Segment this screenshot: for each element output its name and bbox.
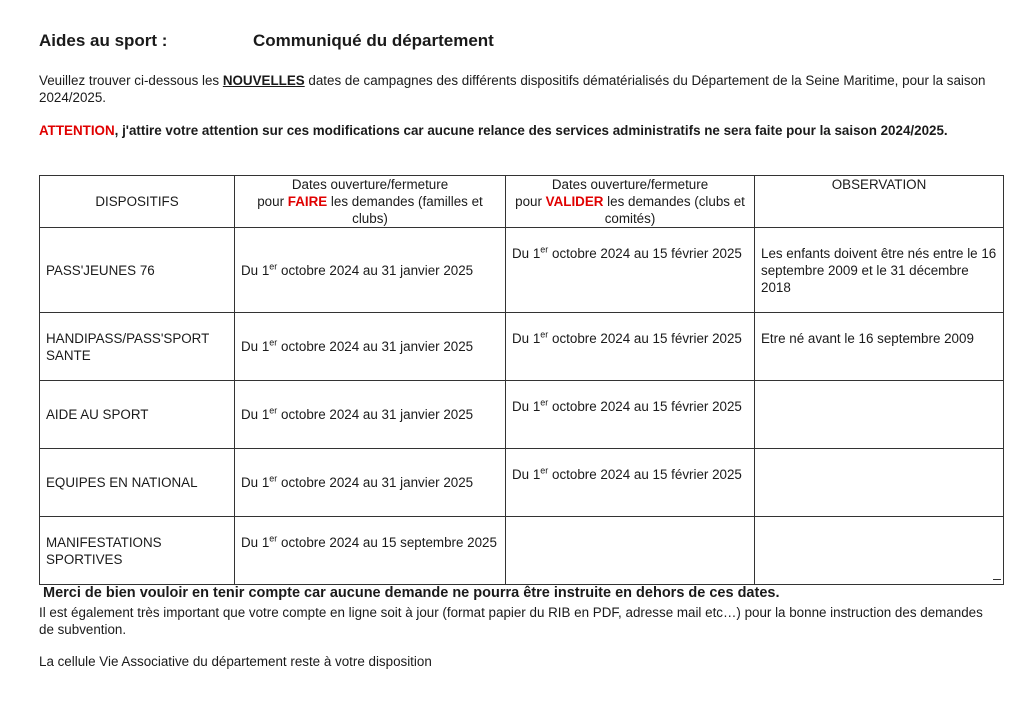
faire-post: octobre 2024 au 31 janvier 2025 [277, 475, 474, 490]
header-valider-pre: pour [515, 194, 546, 209]
row-valider-dates [506, 449, 755, 517]
header-faire-pre: pour [257, 194, 288, 209]
intro-text-before: Veuillez trouver ci-dessous les [39, 73, 223, 88]
row-valider-dates [506, 228, 755, 313]
valider-post: octobre 2024 au 15 février 2025 [548, 467, 742, 482]
row-observation [755, 381, 1004, 449]
header-dispositifs: DISPOSITIFS [40, 176, 235, 228]
table-row [40, 228, 1004, 313]
intro-text-after: dates de campagnes des différents dispositifs dématérialisés du Département de la Seine Maritime, pour la saison 2024/2025. [39, 73, 986, 105]
row-faire-dates [235, 313, 506, 381]
faire-sup: er [269, 533, 278, 544]
intro-paragraph [39, 72, 989, 106]
faire-post: octobre 2024 au 31 janvier 2025 [277, 339, 474, 354]
row-observation: Etre né avant le 16 septembre 2009 [755, 313, 1004, 381]
footer-account-paragraph: Il est également très important que votre compte en ligne soit à jour (format papier du RIB en PDF, adresse mail etc…) pour la bonne instruction des demandes de subvention. [39, 605, 983, 637]
faire-sup: er [269, 405, 278, 416]
faire-pre: Du 1 [241, 475, 270, 490]
header-label: Aides au sport : [39, 31, 168, 50]
row-valider-dates [506, 517, 755, 585]
header-faire-emph: FAIRE [287, 194, 328, 209]
intro-emphasis: NOUVELLES [222, 73, 305, 88]
table-row [40, 381, 1004, 449]
attention-paragraph [39, 122, 989, 139]
faire-post: octobre 2024 au 15 septembre 2025 [277, 535, 497, 550]
row-observation [755, 517, 1004, 585]
faire-post: octobre 2024 au 31 janvier 2025 [277, 407, 474, 422]
header-faire-post: les demandes (familles et clubs) [327, 194, 483, 226]
faire-pre: Du 1 [241, 535, 270, 550]
header-faire [235, 176, 506, 228]
valider-post: octobre 2024 au 15 février 2025 [548, 246, 742, 261]
faire-sup: er [269, 337, 278, 348]
header-valider-line1: Dates ouverture/fermeture [551, 177, 709, 192]
table-edge-mark [993, 579, 1001, 580]
attention-text: , j'attire votre attention sur ces modifications car aucune relance des services administratifs ne sera faite pour la saison 2024/2025. [114, 123, 948, 138]
header-valider [506, 176, 755, 228]
valider-post: octobre 2024 au 15 février 2025 [548, 399, 742, 414]
valider-sup: er [540, 329, 549, 340]
row-faire-dates [235, 381, 506, 449]
row-dispositif: MANIFESTATIONS SPORTIVES [40, 517, 235, 585]
faire-pre: Du 1 [241, 407, 270, 422]
row-faire-dates [235, 517, 506, 585]
valider-pre: Du 1 [512, 246, 541, 261]
faire-pre: Du 1 [241, 339, 270, 354]
table-row [40, 449, 1004, 517]
valider-pre: Du 1 [512, 399, 541, 414]
row-faire-dates [235, 228, 506, 313]
dates-table [39, 175, 1004, 585]
valider-sup: er [540, 397, 549, 408]
table-row [40, 517, 1004, 585]
header-valider-post: les demandes (clubs et comités) [603, 194, 745, 226]
row-faire-dates [235, 449, 506, 517]
header-valider-emph: VALIDER [545, 194, 604, 209]
valider-post: octobre 2024 au 15 février 2025 [548, 331, 742, 346]
row-dispositif: HANDIPASS/PASS'SPORT SANTE [40, 313, 235, 381]
valider-pre: Du 1 [512, 331, 541, 346]
row-observation: Les enfants doivent être nés entre le 16 septembre 2009 et le 31 décembre 2018 [755, 228, 1004, 313]
row-valider-dates [506, 313, 755, 381]
table-row [40, 313, 1004, 381]
row-valider-dates [506, 381, 755, 449]
valider-sup: er [540, 244, 549, 255]
header-observation: OBSERVATION [755, 176, 1004, 228]
page-title: Communiqué du département [253, 31, 494, 50]
footer-contact: La cellule Vie Associative du département reste à votre disposition [39, 654, 432, 669]
row-observation [755, 449, 1004, 517]
footer-notice: Merci de bien vouloir en tenir compte car aucune demande ne pourra être instruite en dehors de ces dates. [43, 585, 780, 601]
faire-sup: er [269, 261, 278, 272]
valider-pre: Du 1 [512, 467, 541, 482]
faire-sup: er [269, 473, 278, 484]
attention-word: ATTENTION [39, 123, 115, 138]
document-header [39, 31, 494, 51]
table-header-row [40, 176, 1004, 228]
row-dispositif: AIDE AU SPORT [40, 381, 235, 449]
valider-sup: er [540, 465, 549, 476]
faire-post: octobre 2024 au 31 janvier 2025 [277, 262, 474, 278]
row-dispositif: PASS'JEUNES 76 [40, 228, 235, 313]
header-faire-line1: Dates ouverture/fermeture [291, 177, 449, 192]
faire-pre: Du 1 [241, 262, 270, 278]
row-dispositif: EQUIPES EN NATIONAL [40, 449, 235, 517]
